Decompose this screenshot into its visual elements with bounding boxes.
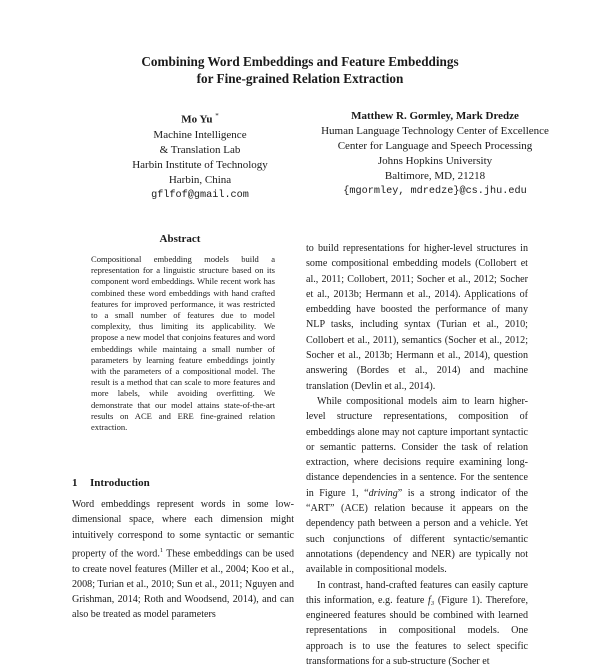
author-name-left: Mo Yu *: [181, 112, 219, 126]
affiliation-line: Machine Intelligence: [153, 128, 247, 141]
paragraph: While compositional models aim to learn higher-level structure representations, composition of embeddings alone may not capture important syntactic or semantic patterns. Consider the task of relation extraction, where decisions require examining long-distance dependencies in a sentence. For the sentence in Figure 1, “driving” is a strong indicator of the “ART” (ACE) relation because it appears on the dependency path between a person and a vehicle. Yet such conjunctions of different syntactic/semantic annotations (dependency and NER) are typically not available in compositional models.: [306, 395, 529, 576]
left-column-body: [72, 497, 294, 623]
affiliation-line: & Translation Lab: [159, 143, 241, 156]
section-title: Introduction: [90, 477, 150, 489]
author-block-left: [110, 109, 290, 203]
section-number: 1: [72, 477, 78, 489]
footnote-marker: 1: [159, 546, 164, 554]
affiliation-line: Harbin, China: [168, 173, 232, 186]
paper-title: [0, 53, 600, 87]
emphasis: driving: [368, 487, 398, 499]
affiliation-line: Johns Hopkins University: [377, 155, 493, 167]
affiliation-line: Baltimore, MD, 21218: [384, 170, 486, 182]
math-symbol: f₃: [427, 594, 435, 606]
affiliation-line: Human Language Technology Center of Excellence: [321, 125, 549, 137]
title-line-2: for Fine-grained Relation Extraction: [196, 71, 404, 86]
author-block-right: [270, 109, 600, 199]
paragraph: Word embeddings represent words in some low-dimensional space, where each dimension might intuitively correspond to some syntactic or semantic property of the word.$^1$ These embeddings can be used to create novel features (Miller et al., 2004; Koo et al., 2008; Turian et al., 2010; Sun et al., 2011; Nguyen and Grishman, 2014; Roth and Woodsend, 2014), and can also be treated as model parameters: [72, 499, 294, 621]
author-name-right: Matthew R. Gormley, Mark Dredze: [351, 110, 519, 122]
title-line-1: Combining Word Embeddings and Feature Embeddings: [141, 54, 459, 69]
paragraph: to build representations for higher-level structures in some compositional embedding models (Collobert et al., 2011; Collobert, 2011; Socher et al., 2012; Socher et al., 2013b; Hermann et al., 2014). Applications of embedding have boosted the performance of many NLP tasks, including syntax (Turian et al., 2010; Collobert et al., 2011), semantics (Socher et al., 2012; Socher et al., 2013b; Hermann et al., 2014), question answering (Bordes et al., 2014) and machine translation (Devlin et al., 2014).: [306, 243, 528, 392]
abstract-heading: Abstract: [159, 233, 201, 245]
section-heading-introduction: [72, 477, 150, 489]
affiliation-line: Center for Language and Speech Processing: [337, 140, 533, 152]
affiliation-line: Harbin Institute of Technology: [132, 158, 268, 171]
paragraph: In contrast, hand-crafted features can easily capture this information, e.g. feature f₃ (Figure 1). Therefore, engineered features should be combined with learned representations in compositional models. One approach is to use the features to select specific transformations for a sub-structure (Socher et: [306, 579, 528, 668]
author-mark: *: [215, 112, 219, 120]
right-column-body: [306, 241, 528, 669]
author-email-right: {mgormley, mdredze}@cs.jhu.edu: [343, 186, 527, 197]
abstract-text: Compositional embedding models build a representation for a linguistic structure based on its component word embeddings. While recent work has combined these word embeddings with hand crafted features for improved performance, it was restricted to a small number of features due to model complexity, thus limiting its applicability. We propose a new model that conjoins features and word embeddings while maintaing a small number of parameters by learning feature embeddings jointly with the parameters of a compositional model. The result is a method that can scale to more features and more labels, while avoiding overfitting. We demonstrate that our model attains state-of-the-art results on ACE and ERE fine-grained relation extraction.: [91, 254, 275, 433]
author-email-left: gflfof@gmail.com: [151, 189, 249, 201]
